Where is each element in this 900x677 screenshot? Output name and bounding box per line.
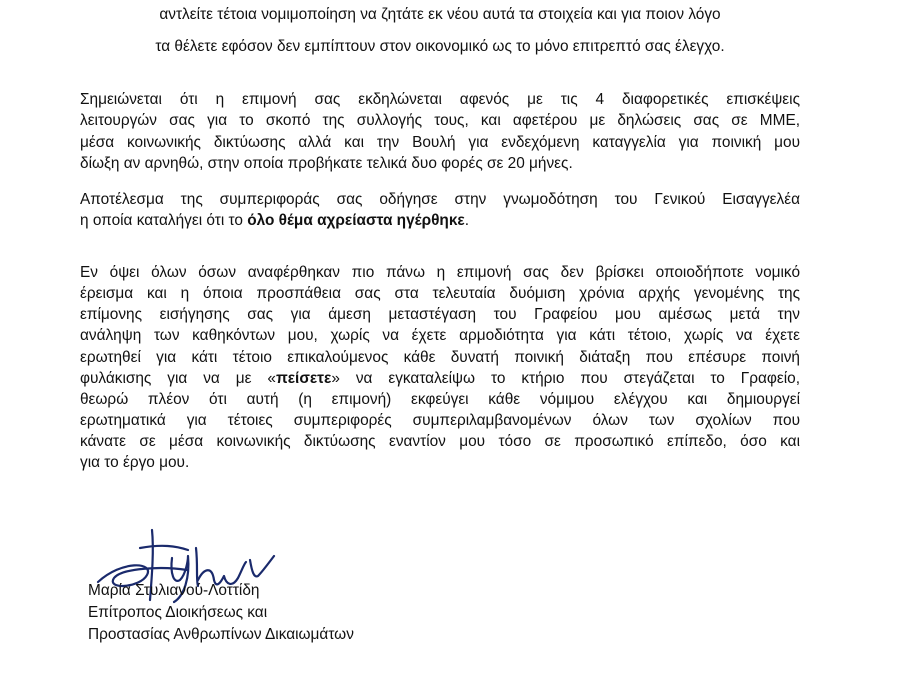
- signatory-name: Μαρία Στυλιανού-Λοττίδη: [88, 582, 260, 599]
- paragraph-4-line-6-end: » να εγκαταλείψω το κτήριο που στεγάζεται το Γραφείο,: [331, 370, 800, 387]
- paragraph-3-line-1: Αποτέλεσμα της συμπεριφοράς σας οδήγησε στην γνωμοδότηση του Γενικού Εισαγγελέα: [80, 191, 800, 208]
- paragraph-4-line-4: ανάληψη των καθηκόντων μου, χωρίς να έχετε αρμοδιότητα για κάτι τέτοιο, χωρίς να έχετε: [80, 327, 800, 344]
- paragraph-3-line-2: [80, 211, 800, 230]
- paragraph-1-line-1: αντλείτε τέτοια νομιμοποίηση να ζητάτε εκ νέου αυτά τα στοιχεία και για ποιον λόγο: [159, 6, 721, 23]
- paragraph-2-line-3: μέσα κοινωνικής δικτύωσης αλλά και την Βουλή για ενδεχόμενη καταγγελία για ποινική μου: [80, 134, 800, 151]
- bold-phrase: όλο θέμα αχρείαστα ηγέρθηκε: [247, 212, 465, 229]
- bold-word: πείσετε: [275, 370, 332, 387]
- paragraph-4-line-2: έρεισμα και η όποια προσπάθεια σας στα τελευταία δυόμιση χρόνια αρχής γενομένης της: [80, 285, 800, 302]
- paragraph-4-line-3: επίμονης εισήγησης σας για άμεση μεταστέγαση του Γραφείου μου αμέσως μετά την: [80, 306, 800, 323]
- paragraph-4-line-7: θεωρώ πλέον ότι αυτή (η επιμονή) εκφεύγει κάθε νόμιμου ελέγχου και δημιουργεί: [80, 391, 800, 408]
- paragraph-3-line-2-text: η οποία καταλήγει ότι το: [80, 212, 248, 229]
- paragraph-2-line-1: Σημειώνεται ότι η επιμονή σας εκδηλώνεται αφενός με τις 4 διαφορετικές επισκέψεις: [80, 91, 800, 108]
- paragraph-4-line-8: ερωτηματικά για τέτοιες συμπεριφορές συμπεριλαμβανομένων όλων των σχολίων που: [80, 412, 800, 429]
- paragraph-4-line-6-start: φυλάκισης για να με «: [80, 370, 276, 387]
- paragraph-4-line-9: κάνατε σε μέσα κοινωνικής δικτύωσης εναντίον μου τόσο σε προσωπικό επίπεδο, όσο και: [80, 433, 800, 450]
- paragraph-4-line-5: ερωτηθεί για κάτι τέτοιο επικαλούμενος κάθε δυνατή ποινική διάταξη που επέσυρε ποινή: [80, 349, 800, 366]
- paragraph-2-line-2: λειτουργών σας για το σκοπό της συλλογής τους, και αφετέρου με δηλώσεις σας σε ΜΜΕ,: [80, 112, 800, 129]
- paragraph-3-line-2-end: .: [464, 212, 469, 229]
- paragraph-1-line-2: τα θέλετε εφόσον δεν εμπίπτουν στον οικονομικό ως το μόνο επιτρεπτό σας έλεγχο.: [155, 38, 725, 55]
- paragraph-4-line-10: για το έργο μου.: [80, 454, 190, 471]
- signatory-title-line-1: Επίτροπος Διοικήσεως και: [88, 604, 268, 621]
- paragraph-4-line-6: [80, 369, 800, 388]
- signatory-title-line-2: Προστασίας Ανθρωπίνων Δικαιωμάτων: [88, 626, 354, 643]
- paragraph-4-line-1: Εν όψει όλων όσων αναφέρθηκαν πιο πάνω η επιμονή σας δεν βρίσκει οποιοδήποτε νομικό: [80, 264, 800, 281]
- paragraph-2-line-4: δίωξη αν αρνηθώ, στην οποία προβήκατε τελικά δυο φορές σε 20 μήνες.: [80, 155, 573, 172]
